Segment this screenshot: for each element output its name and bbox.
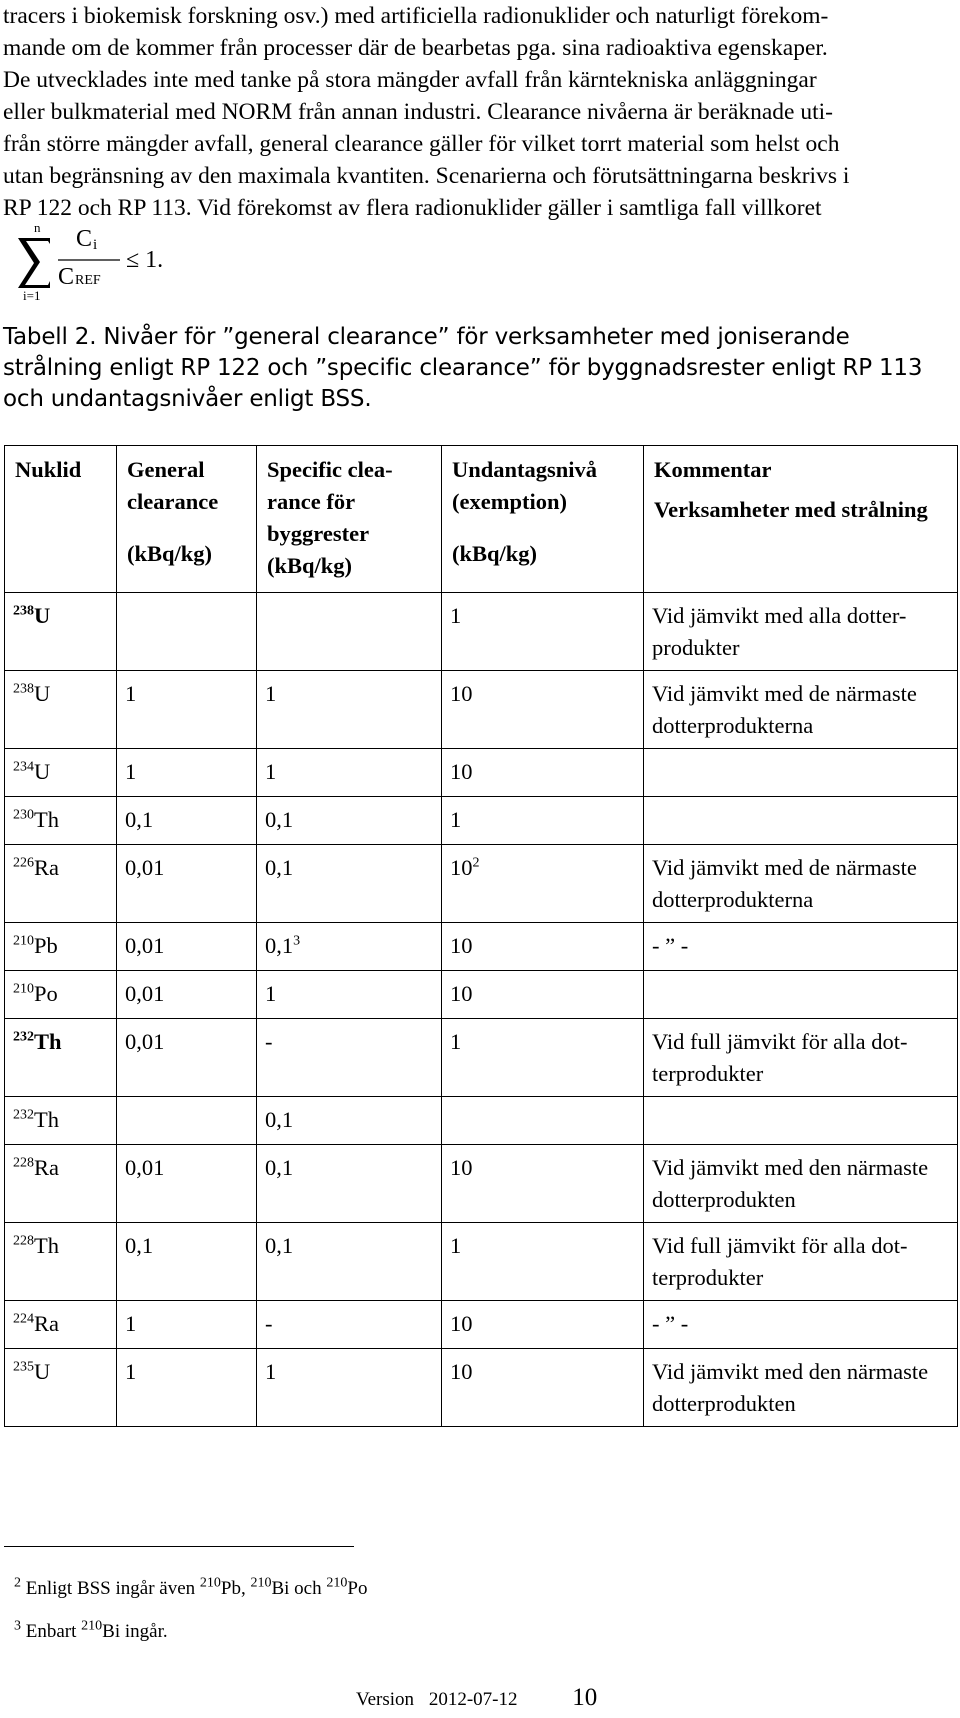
table-row	[5, 971, 958, 1019]
header-nuklid: Nuklid	[5, 446, 117, 593]
cell-nuklid: $^{232}$Th	[5, 1019, 117, 1097]
sum-formula	[14, 222, 214, 302]
cell-nuklid: $^{238}$U	[5, 671, 117, 749]
cell-nuklid: $^{232}$Th	[5, 1097, 117, 1145]
cell-general: 0,1	[117, 1223, 257, 1301]
cell-specific: -	[257, 1019, 442, 1097]
cell-exemption: 10	[442, 749, 644, 797]
cell-comment: Vid full jämvikt för alla dot-terprodukter	[644, 1223, 958, 1301]
cell-comment: Vid full jämvikt för alla dot-terprodukter	[644, 1019, 958, 1097]
intro-line: mande om de kommer från processer där de bearbetas pga. sina radioaktiva egenskaper.	[3, 35, 828, 61]
sigma-symbol	[18, 238, 50, 288]
header-row	[5, 446, 958, 593]
cell-comment	[644, 749, 958, 797]
header-kommentar: Kommentar Verksamheter med strålning	[644, 446, 958, 593]
intro-line: från större mängder avfall, general clearance gäller för vilket torrt material som helst och	[3, 131, 840, 157]
cell-general: 0,01	[117, 845, 257, 923]
cell-general: 0,01	[117, 1145, 257, 1223]
cell-exemption: 10	[442, 923, 644, 971]
intro-line: eller bulkmaterial med NORM från annan industri. Clearance nivåerna är beräknade uti-	[3, 99, 833, 125]
cell-nuklid: $^{224}$Ra	[5, 1301, 117, 1349]
footnote-2: $^2$ Enligt BSS ingår även $^{210}$Pb, $^{210}$Bi och $^{210}$Po	[14, 1575, 368, 1599]
cell-general	[117, 593, 257, 671]
cell-specific: 0,1	[257, 1145, 442, 1223]
cell-specific: 0,1	[257, 1223, 442, 1301]
table-row	[5, 1349, 958, 1427]
numerator-sub: i	[93, 237, 98, 253]
table-caption: Tabell 2. Nivåer för ”general clearance” för verksamheter med joniserande strålning enligt RP 122 och ”specific clearance” för byggnadsrester enligt RP 113 och undantagsnivåer enligt BSS.	[3, 324, 923, 412]
cell-nuklid: $^{210}$Po	[5, 971, 117, 1019]
table-row	[5, 1145, 958, 1223]
clearance-table	[4, 445, 958, 1427]
cell-specific	[257, 593, 442, 671]
cell-nuklid: $^{228}$Th	[5, 1223, 117, 1301]
cell-comment: Vid jämvikt med de närmaste dotterprodukterna	[644, 671, 958, 749]
table-row	[5, 1019, 958, 1097]
cell-nuklid: $^{238}$U	[5, 593, 117, 671]
cell-nuklid: $^{235}$U	[5, 1349, 117, 1427]
table-row	[5, 1097, 958, 1145]
cell-general: 0,1	[117, 797, 257, 845]
header-undantag: Undantagsnivå (exemption) (kBq/kg)	[442, 446, 644, 593]
cell-nuklid: $^{230}$Th	[5, 797, 117, 845]
cell-general: 1	[117, 1301, 257, 1349]
sum-lower-limit: i=1	[23, 288, 41, 302]
cell-nuklid: $^{210}$Pb	[5, 923, 117, 971]
footnote-3: $^3$ Enbart $^{210}$Bi ingår.	[14, 1618, 168, 1642]
cell-nuklid: $^{228}$Ra	[5, 1145, 117, 1223]
cell-exemption: 1	[442, 797, 644, 845]
cell-specific: 0,1	[257, 1097, 442, 1145]
cell-comment: Vid jämvikt med den närmaste dotterprodukten	[644, 1145, 958, 1223]
page-footer	[356, 1684, 597, 1712]
relation: ≤ 1.	[126, 247, 164, 273]
cell-exemption: 10	[442, 1301, 644, 1349]
cell-general: 0,01	[117, 971, 257, 1019]
cell-exemption: 1	[442, 1223, 644, 1301]
cell-exemption: 10	[442, 1349, 644, 1427]
cell-exemption: $10^2$	[442, 845, 644, 923]
cell-general: 1	[117, 671, 257, 749]
cell-general: 1	[117, 1349, 257, 1427]
intro-paragraph	[3, 0, 953, 224]
sum-upper-limit: n	[34, 222, 41, 235]
cell-comment	[644, 797, 958, 845]
cell-comment	[644, 1097, 958, 1145]
cell-comment: Vid jämvikt med alla dotter-produkter	[644, 593, 958, 671]
table-row	[5, 749, 958, 797]
intro-line: RP 122 och RP 113. Vid förekomst av flera radionuklider gäller i samtliga fall villkoret	[3, 195, 822, 221]
cell-comment: - ” -	[644, 1301, 958, 1349]
intro-line: De utvecklades inte med tanke på stora mängder avfall från kärntekniska anläggningar	[3, 67, 817, 93]
version-date: 2012-07-12	[428, 1689, 518, 1710]
version-label: Version	[356, 1689, 415, 1710]
denominator-c: C	[58, 264, 75, 290]
cell-nuklid: $^{234}$U	[5, 749, 117, 797]
cell-specific: $0,1^3$	[257, 923, 442, 971]
cell-general: 0,01	[117, 1019, 257, 1097]
cell-specific: 0,1	[257, 797, 442, 845]
cell-comment: Vid jämvikt med den närmaste dotterprodukten	[644, 1349, 958, 1427]
denominator-sub: REF	[75, 273, 101, 288]
cell-specific: 0,1	[257, 845, 442, 923]
cell-exemption: 1	[442, 1019, 644, 1097]
cell-specific: 1	[257, 671, 442, 749]
cell-exemption: 1	[442, 593, 644, 671]
footnote-rule	[4, 1546, 354, 1547]
table-row	[5, 845, 958, 923]
cell-comment: Vid jämvikt med de närmaste dotterprodukterna	[644, 845, 958, 923]
cell-specific: -	[257, 1301, 442, 1349]
table-row	[5, 1301, 958, 1349]
header-specific: Specific clea- rance för byggrester (kBq/kg)	[257, 446, 442, 593]
table-row	[5, 797, 958, 845]
table-row	[5, 1223, 958, 1301]
header-general: General clearance (kBq/kg)	[117, 446, 257, 593]
table-row	[5, 593, 958, 671]
cell-comment	[644, 971, 958, 1019]
cell-general: 1	[117, 749, 257, 797]
cell-specific: 1	[257, 971, 442, 1019]
cell-exemption: 10	[442, 1145, 644, 1223]
table-row	[5, 671, 958, 749]
intro-line: utan begränsning av den maximala kvantiten. Scenarierna och förutsättningarna beskrivs i	[3, 163, 850, 189]
cell-exemption	[442, 1097, 644, 1145]
cell-exemption: 10	[442, 971, 644, 1019]
intro-line: tracers i biokemisk forskning osv.) med artificiella radionuklider och naturligt förekom-	[3, 3, 829, 29]
numerator-c: C	[76, 226, 93, 252]
cell-general: 0,01	[117, 923, 257, 971]
cell-nuklid: $^{226}$Ra	[5, 845, 117, 923]
cell-general	[117, 1097, 257, 1145]
table-row	[5, 923, 958, 971]
cell-specific: 1	[257, 749, 442, 797]
cell-exemption: 10	[442, 671, 644, 749]
cell-specific: 1	[257, 1349, 442, 1427]
cell-comment: - ” -	[644, 923, 958, 971]
page-number: 10	[572, 1684, 598, 1711]
table-body	[5, 593, 958, 1427]
